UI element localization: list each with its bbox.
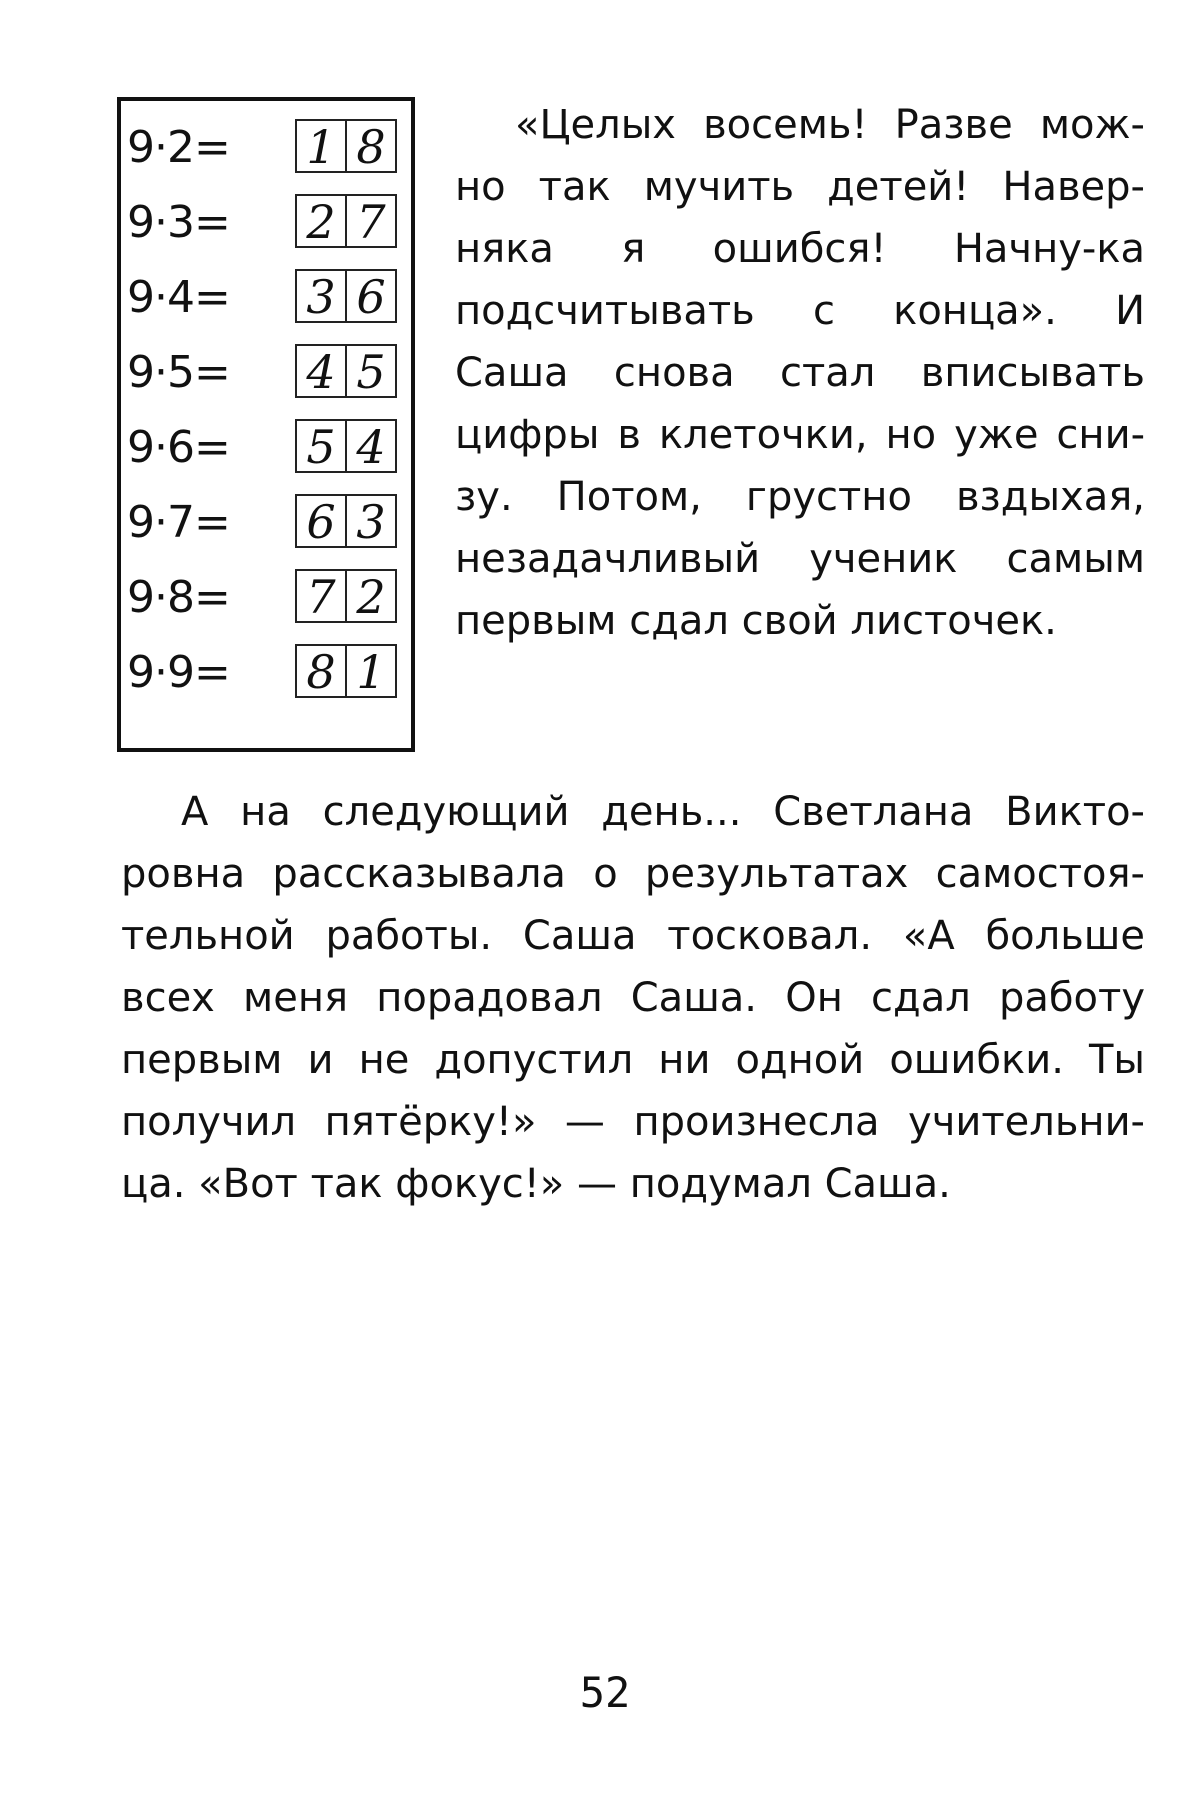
answer-tens-cell: 6 — [295, 494, 347, 548]
answer-tens-cell: 7 — [295, 569, 347, 623]
expression: 9·6= — [127, 422, 230, 473]
story-paragraph-2 — [121, 781, 1145, 1215]
table-row — [127, 115, 417, 181]
expression: 9·8= — [127, 572, 230, 623]
text-line: подсчитывать с конца». И — [455, 288, 1145, 334]
text-line: цифры в клеточки, но уже сни- — [455, 412, 1145, 458]
text-line: зу. Потом, грустно вздыхая, — [455, 474, 1145, 520]
expression: 9·3= — [127, 197, 230, 248]
text-line: получил пятёрку!» — произнесла учительни- — [121, 1099, 1145, 1145]
page-number: 52 — [579, 1668, 631, 1717]
answer-ones-cell: 2 — [345, 569, 397, 623]
table-row — [127, 490, 417, 556]
text-line: Саша снова стал вписывать — [455, 350, 1145, 396]
multiplication-table — [117, 97, 415, 752]
text-line: первым сдал свой листочек. — [455, 598, 1057, 644]
text-line: всех меня порадовал Саша. Он сдал работу — [121, 975, 1145, 1021]
answer-ones-cell: 4 — [345, 419, 397, 473]
table-row — [127, 265, 417, 331]
table-row — [127, 640, 417, 706]
expression: 9·4= — [127, 272, 230, 323]
answer-ones-cell: 5 — [345, 344, 397, 398]
table-row — [127, 340, 417, 406]
table-row — [127, 415, 417, 481]
expression: 9·5= — [127, 347, 230, 398]
text-line: незадачливый ученик самым — [455, 536, 1145, 582]
text-line: первым и не допустил ни одной ошибки. Ты — [121, 1037, 1145, 1083]
answer-ones-cell: 8 — [345, 119, 397, 173]
answer-tens-cell: 2 — [295, 194, 347, 248]
text-line: «Целых восемь! Разве мож- — [515, 102, 1145, 148]
expression: 9·2= — [127, 122, 230, 173]
story-paragraph-1 — [455, 94, 1145, 652]
text-line: тельной работы. Саша тосковал. «А больше — [121, 913, 1145, 959]
answer-tens-cell: 5 — [295, 419, 347, 473]
expression: 9·7= — [127, 497, 230, 548]
text-line: но так мучить детей! Навер- — [455, 164, 1145, 210]
table-row — [127, 190, 417, 256]
answer-tens-cell: 3 — [295, 269, 347, 323]
text-line: няка я ошибся! Начну-ка — [455, 226, 1145, 272]
answer-ones-cell: 7 — [345, 194, 397, 248]
text-line: А на следующий день... Светлана Викто- — [181, 789, 1145, 835]
answer-tens-cell: 8 — [295, 644, 347, 698]
answer-ones-cell: 1 — [345, 644, 397, 698]
answer-tens-cell: 1 — [295, 119, 347, 173]
answer-ones-cell: 3 — [345, 494, 397, 548]
text-line: ровна рассказывала о результатах самостоя- — [121, 851, 1145, 897]
table-row — [127, 565, 417, 631]
answer-ones-cell: 6 — [345, 269, 397, 323]
answer-tens-cell: 4 — [295, 344, 347, 398]
expression: 9·9= — [127, 647, 230, 698]
text-line: ца. «Вот так фокус!» — подумал Саша. — [121, 1161, 951, 1207]
